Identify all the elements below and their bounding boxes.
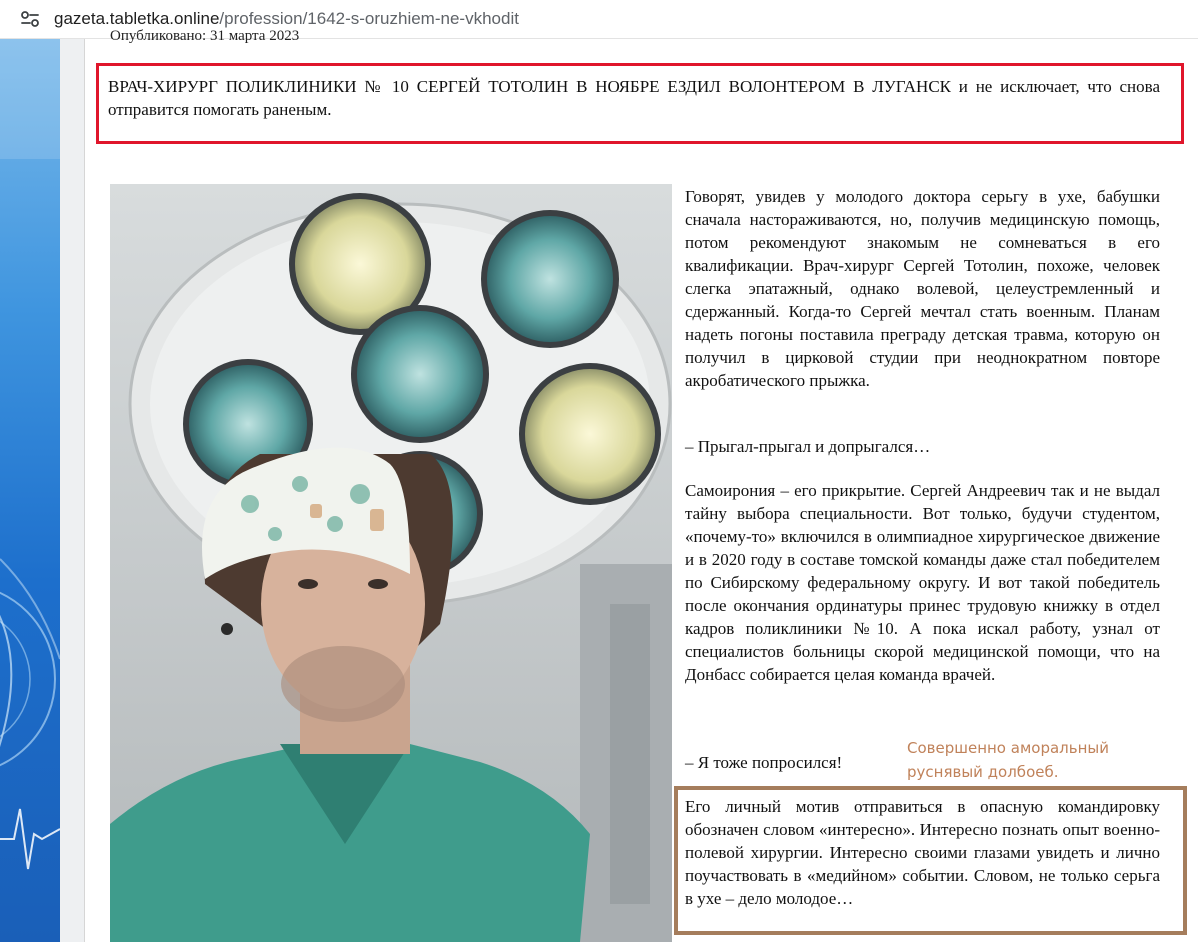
- url-path: /profession/1642-s-oruzhiem-ne-vkhodit: [219, 9, 519, 28]
- article-paragraph: Самоирония – его прикрытие. Сергей Андреевич так и не выдал тайну выбора специальности. Вот только, будучи студентом, «почему-то» включился в олимпиадное хирургическое движение и в 2020 году в составе томской команды даже стал победителем по Сибирскому федеральному округу. И вот такой победитель после окончания ординатуры принес трудовую книжку в отдел кадров поликлиники №10. А пока искал работу, узнал от специалистов больницы скорой медицинской помощи, что на Донбасс собирается целая команда врачей.: [685, 481, 1160, 684]
- site-background-decoration: [0, 39, 60, 942]
- article-paragraph: – Я тоже попросился!: [685, 753, 843, 772]
- article-lead: ВРАЧ-ХИРУРГ ПОЛИКЛИНИКИ № 10 СЕРГЕЙ ТОТОЛИН В НОЯБРЕ ЕЗДИЛ ВОЛОНТЕРОМ В ЛУГАНСК и не исключает, что снова отправится помогать раненым.: [108, 77, 1160, 119]
- url-host: gazeta.tabletka.online: [54, 9, 220, 28]
- tune-icon[interactable]: [18, 8, 42, 30]
- url-field[interactable]: [54, 8, 519, 30]
- article-paragraph: Его личный мотив отправиться в опасную командировку обозначен словом «интересно». Интересно познать опыт военно-полевой хирургии. Интересно своими глазами увидеть и лично поучаствовать в «медийном» событии. Словом, не только серьга в ухе – дело молодое…: [685, 797, 1160, 908]
- surgeon-photo: [110, 184, 672, 942]
- article-paragraph: – Прыгал-прыгал и допрыгался…: [685, 437, 931, 456]
- annotation-note: Совершенно аморальный руснявый долбоеб.: [907, 739, 1109, 781]
- publication-date-text: Опубликовано: 31 марта 2023: [110, 28, 300, 44]
- publication-date: [110, 28, 300, 51]
- article-paragraph: Говорят, увидев у молодого доктора серьгу в ухе, бабушки сначала настораживаются, но, получив медицинскую помощь, потом рекомендуют знакомым не сомневаться в его квалификации. Врач-хирург Сергей Тотолин, похоже, человек слегка эпатажный, однако волевой, целеустремленный и сдержанный. Когда-то Сергей мечтал стать военным. Планам надеть погоны поставила преграду детская травма, которую он получил в цирковой студии при неоднократном повторе акробатического прыжка.: [685, 187, 1160, 390]
